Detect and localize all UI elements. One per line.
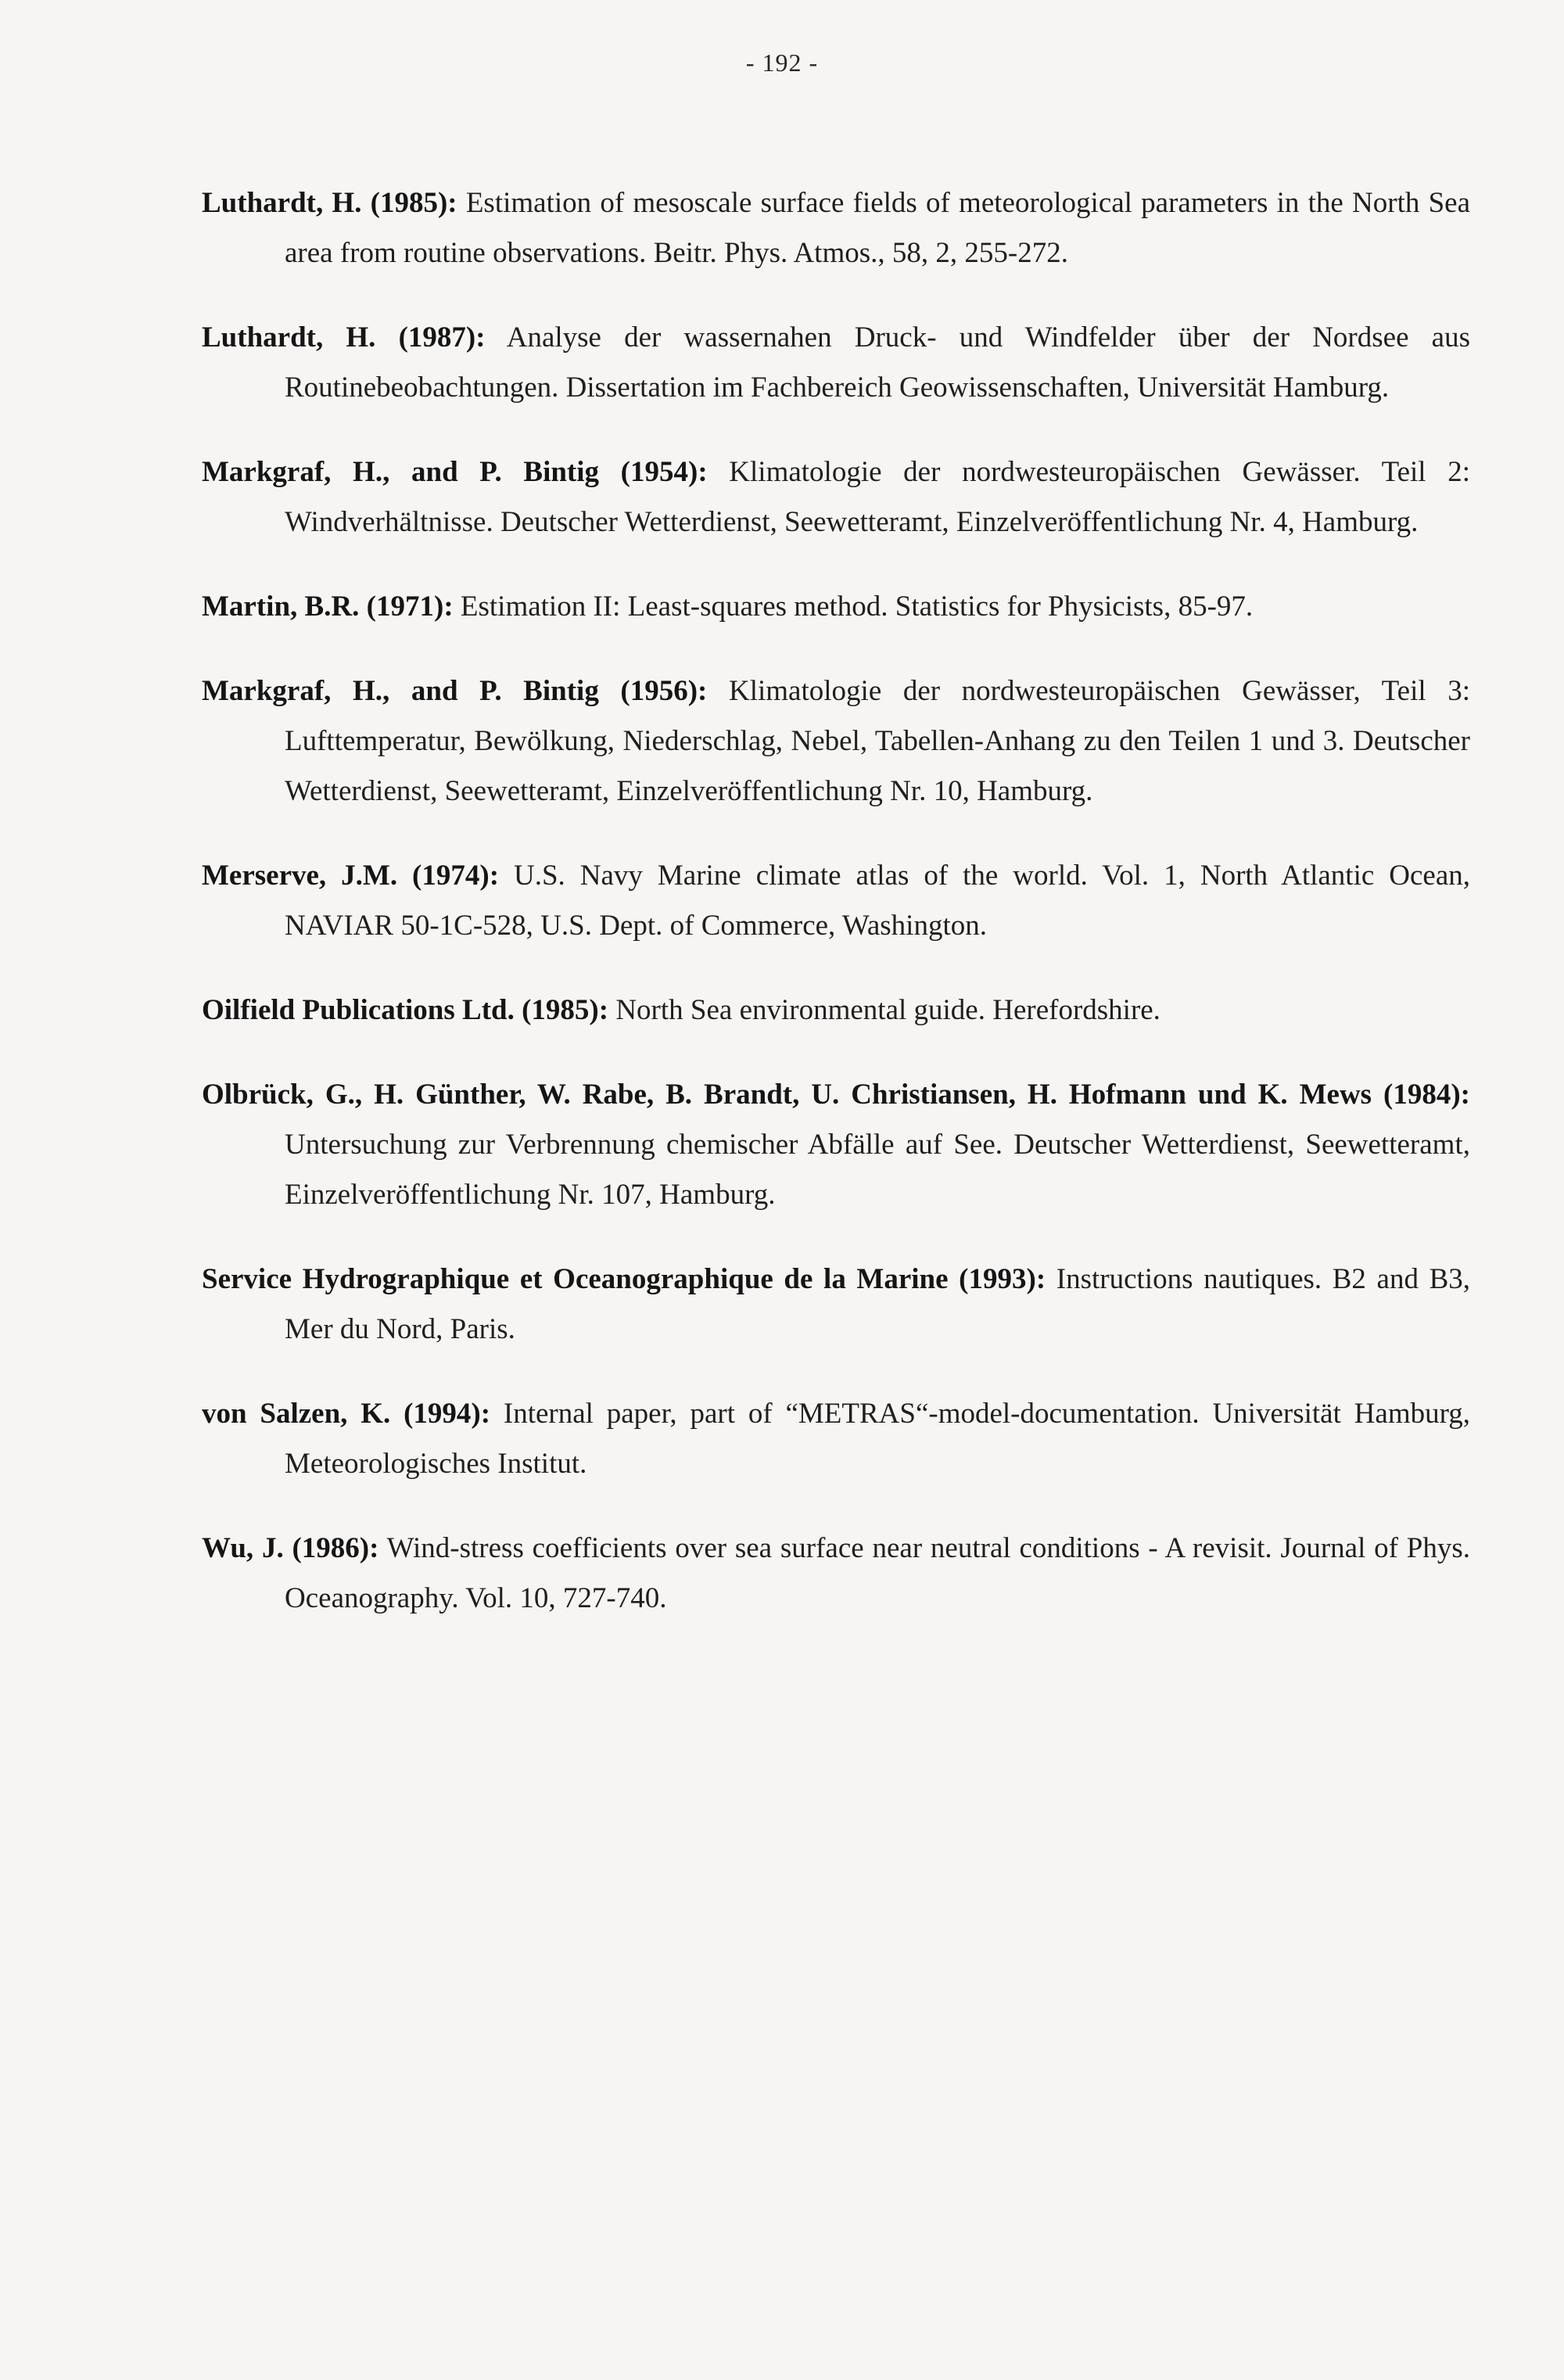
reference-author: Martin, B.R. (1971): [202,591,454,623]
reference-author: Olbrück, G., H. Günther, W. Rabe, B. Brandt, U. Christiansen, H. Hofmann und K. Mews (1984): [202,1079,1470,1111]
reference-entry [202,582,1470,632]
reference-author: Wu, J. (1986): [202,1532,379,1564]
reference-text: Analyse der wassernahen Druck- und Windfelder über der Nordsee aus Routinebeobachtungen. Dissertation im Fachbereich Geowissenschaften, Universität Hamburg. [285,321,1470,404]
reference-entry [202,851,1470,951]
reference-entry [202,666,1470,817]
reference-entry [202,313,1470,413]
reference-author: Oilfield Publications Ltd. (1985): [202,994,609,1026]
reference-text: Internal paper, part of “METRAS“-model-documentation. Universität Hamburg, Meteorologisches Institut. [285,1398,1470,1480]
reference-entry [202,985,1470,1036]
reference-author: Markgraf, H., and P. Bintig (1956): [202,675,708,707]
reference-entry [202,1255,1470,1355]
reference-author: Luthardt, H. (1985): [202,187,457,219]
reference-text: Wind-stress coefficients over sea surface near neutral conditions - A revisit. Journal of Phys. Oceanography. Vol. 10, 727-740. [285,1532,1470,1614]
reference-author: von Salzen, K. (1994): [202,1398,491,1430]
page-number: - 192 - [745,48,819,77]
reference-text: Estimation of mesoscale surface fields of meteorological parameters in the North Sea area from routine observations. Beitr. Phys. Atmos., 58, 2, 255-272. [285,187,1470,269]
reference-text: Instructions nautiques. B2 and B3, Mer du Nord, Paris. [285,1263,1471,1345]
reference-entry [202,1070,1470,1220]
reference-text: U.S. Navy Marine climate atlas of the world. Vol. 1, North Atlantic Ocean, NAVIAR 50-1C-528, U.S. Dept. of Commerce, Washington. [285,860,1470,942]
reference-author: Merserve, J.M. (1974): [202,860,500,892]
reference-entry [202,1389,1470,1489]
reference-text: Untersuchung zur Verbrennung chemischer Abfälle auf See. Deutscher Wetterdienst, Seewetteramt, Einzelveröffentlichung Nr. 107, Hamburg. [285,1129,1470,1211]
reference-text: Klimatologie der nordwesteuropäischen Gewässer, Teil 3: Lufttemperatur, Bewölkung, Niederschlag, Nebel, Tabellen-Anhang zu den Teilen 1 und 3. Deutscher Wetterdienst, Seewetteramt, Einzelveröffentlichung Nr. 10, Hamburg. [285,675,1471,807]
reference-text: North Sea environmental guide. Herefordshire. [615,994,1160,1026]
reference-entry [202,447,1470,547]
reference-text: Estimation II: Least-squares method. Statistics for Physicists, 85-97. [460,591,1254,623]
reference-list [202,178,1470,1624]
reference-entry [202,178,1470,278]
reference-author: Service Hydrographique et Oceanographique de la Marine (1993): [202,1263,1046,1295]
reference-entry [202,1524,1470,1624]
reference-author: Luthardt, H. (1987): [202,321,486,354]
reference-author: Markgraf, H., and P. Bintig (1954): [202,456,708,488]
reference-text: Klimatologie der nordwesteuropäischen Gewässer. Teil 2: Windverhältnisse. Deutscher Wetterdienst, Seewetteramt, Einzelveröffentlichung Nr. 4, Hamburg. [285,456,1470,538]
